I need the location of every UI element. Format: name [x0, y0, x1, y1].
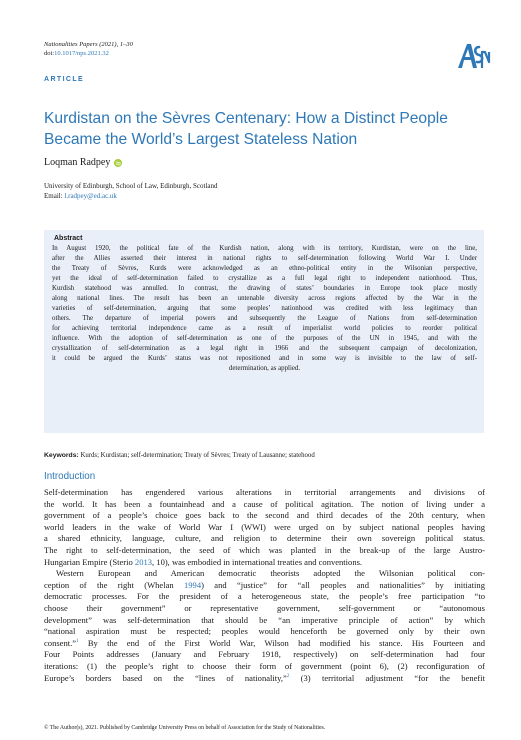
- abstract-line: after the Allies asserted their interest in national rights to self-determination following World War I. Under: [52, 255, 477, 262]
- abstract-line: In August 1920, the political fate of the Kurdish nation, along with its territory, Kurdistan, were on the line,: [52, 245, 477, 252]
- abstract-line: influence. With the adoption of self-determination as one of the purposes of the UN in 1945, and with the: [52, 335, 477, 342]
- citation-author: Whelan: [147, 579, 174, 590]
- citation-lead-text: Hungarian Empire (: [44, 556, 113, 567]
- body-line-with-footnote: [44, 673, 485, 685]
- citation-author: Sterio: [112, 556, 133, 567]
- abstract-box: [44, 230, 484, 433]
- body-line: Self-determination has engendered various alterations in territorial arrangements and divisions of: [44, 487, 485, 497]
- doi-link[interactable]: 10.1017/nps.2021.32: [54, 50, 109, 57]
- footnote-marker[interactable]: 2: [286, 673, 290, 679]
- body-line: “national aspiration must be respected; peoples would henceforth be governed only by their own: [44, 626, 485, 637]
- body-line: a shared ethnicity, language, culture, and religion to determine their own sovereign political status.: [44, 533, 485, 544]
- abstract-line: yet the ideal of self-determination failed to crystallize as a full legal right to independent nationhood. Thus,: [52, 275, 477, 282]
- abstract-line: the Treaty of Sèvres, Kurds were acknowledged as an ethno-political entity in the Wilsonian perspective,: [52, 265, 477, 272]
- body-line: Western European and American democratic theorists adopted the Wilsonian political con-: [56, 568, 485, 579]
- author-name[interactable]: Loqman Radpey: [44, 157, 111, 168]
- abstract-line: Kurdish statehood was annulled. In contrast, the drawing of states’ boundaries in Europe took place mostly: [52, 285, 477, 292]
- footnote-lead-text: consent.”: [44, 637, 77, 648]
- abstract-line: for achieving territorial independence came as a result of imperialist world policies to reorder political: [52, 325, 477, 332]
- section-heading-introduction: Introduction: [44, 471, 96, 482]
- abstract-text: [52, 244, 477, 374]
- abstract-line: others. The departure of imperial powers and subsequently the League of Nations from self-determination: [52, 315, 477, 322]
- asn-logo: [452, 38, 492, 74]
- citation-year-link[interactable]: 2013: [134, 556, 153, 567]
- body-line: government of a people’s choice goes back to the second and third decades of the 20th century, when: [44, 510, 485, 521]
- abstract-line: varieties of self-determination, arguing that some peoples’ nationhood was credited with less legitimacy than: [52, 305, 477, 312]
- author-affiliation: University of Edinburgh, School of Law, Edinburgh, Scotland: [44, 182, 218, 190]
- copyright-footer: © The Author(s), 2021. Published by Cambridge University Press on behalf of Association for the Study of Nationalities.: [44, 725, 326, 731]
- body-line-with-footnote: [44, 638, 485, 650]
- citation-tail-text: ) and “justice” for “all peoples and nationalities” by initiating: [201, 579, 485, 590]
- abstract-line: determination, as applied.: [228, 365, 301, 372]
- citation-tail-text: , 10), was embodied in international treaties and conventions.: [152, 556, 363, 567]
- body-line: The right to self-determination, the seed of which was planted in the break-up of the large Austro-: [44, 544, 485, 555]
- email-label: Email:: [44, 192, 65, 200]
- article-title: [44, 108, 494, 150]
- introduction-body: [44, 487, 485, 684]
- body-line: choose their government” or representative government, self-government or “autonomous: [44, 602, 485, 613]
- footnote-tail-text: (3) territorial adjustment “for the benefit: [289, 672, 485, 683]
- author-email-row: [44, 192, 117, 201]
- body-line: iterations: (1) the people’s right to choose their form of government (point 6), (2) reconfiguration of: [44, 660, 485, 671]
- abstract-line: along national lines. The result has been an untenable diversity across regions affected by the War in the: [52, 295, 477, 302]
- asn-logo-icon: [452, 38, 492, 74]
- keywords-label: Keywords:: [44, 452, 79, 459]
- doi-line: [44, 49, 109, 58]
- footnote-tail-text: By the end of the First World War, Wilson had modified his stance. His Fourteen and: [78, 637, 485, 648]
- author-row: [44, 157, 122, 169]
- article-type-label: ARTICLE: [44, 76, 85, 83]
- citation-year-link[interactable]: 1994: [184, 579, 202, 590]
- body-line: world leaders in the wake of World War I (WWI) were urged on by subject national peoples having: [44, 521, 485, 532]
- body-line: democratic processes. For the president of a heterogeneous state, the people’s free participation “to: [44, 591, 485, 602]
- body-line-with-citation: [44, 580, 485, 592]
- footnote-marker[interactable]: 1: [76, 638, 79, 644]
- orcid-icon[interactable]: [114, 159, 122, 167]
- body-line: the world. It has been a fountainhead and a cause of political agitation. The notion of living under a: [44, 498, 485, 509]
- abstract-line: it could be argued the Kurds’ status was not repositioned and in some way is invisible to the law of self-: [52, 355, 477, 362]
- body-line: development” was self-determination that should be “an imperative principle of action” by which: [44, 614, 485, 625]
- journal-citation: Nationalities Papers (2021), 1–30: [44, 41, 133, 48]
- title-line: Kurdistan on the Sèvres Centenary: How a Distinct People: [44, 110, 448, 127]
- body-line: Four Points addresses (January and February 1918, respectively) on self-determination had four: [44, 649, 485, 660]
- abstract-heading: Abstract: [54, 235, 83, 242]
- citation-lead-text: ception of the right (: [44, 579, 148, 590]
- keywords-row: [44, 451, 315, 460]
- body-line-with-citation: [44, 557, 485, 569]
- abstract-line: crystallization of self-determination as a legal right in 1966 and the subsequent campaign of decolonization,: [52, 345, 477, 352]
- doi-prefix: doi:: [44, 50, 55, 57]
- title-line: Became the World’s Largest Stateless Nation: [44, 131, 358, 148]
- email-link[interactable]: l.radpey@ed.ac.uk: [64, 192, 117, 200]
- keywords-list: Kurds; Kurdistan; self-determination; Treaty of Sèvres; Treaty of Lausanne; statehood: [80, 452, 315, 459]
- footnote-lead-text: Europe’s borders based on the “lines of nationality,”: [44, 672, 287, 683]
